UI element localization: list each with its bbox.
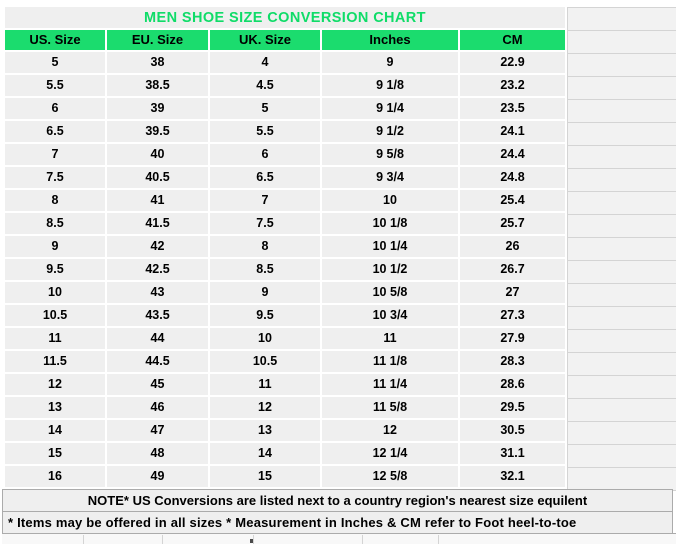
empty-cell[interactable] bbox=[568, 77, 676, 100]
size-cell-eu-size[interactable]: 45 bbox=[107, 374, 208, 395]
size-cell-cm[interactable]: 27.9 bbox=[460, 328, 565, 349]
empty-cell[interactable] bbox=[568, 468, 676, 491]
size-cell-cm[interactable]: 28.3 bbox=[460, 351, 565, 372]
empty-cell[interactable] bbox=[568, 399, 676, 422]
size-cell-uk-size[interactable]: 4.5 bbox=[210, 75, 320, 96]
size-cell-us-size[interactable]: 10.5 bbox=[5, 305, 105, 326]
size-cell-eu-size[interactable]: 48 bbox=[107, 443, 208, 464]
size-cell-us-size[interactable]: 14 bbox=[5, 420, 105, 441]
size-cell-eu-size[interactable]: 43 bbox=[107, 282, 208, 303]
size-cell-inches[interactable]: 12 1/4 bbox=[322, 443, 458, 464]
size-cell-cm[interactable]: 29.5 bbox=[460, 397, 565, 418]
size-cell-us-size[interactable]: 9 bbox=[5, 236, 105, 257]
size-cell-inches[interactable]: 10 5/8 bbox=[322, 282, 458, 303]
size-cell-inches[interactable]: 11 5/8 bbox=[322, 397, 458, 418]
size-cell-inches[interactable]: 9 1/4 bbox=[322, 98, 458, 119]
empty-cell[interactable] bbox=[568, 330, 676, 353]
size-cell-inches[interactable]: 11 1/8 bbox=[322, 351, 458, 372]
size-cell-uk-size[interactable]: 13 bbox=[210, 420, 320, 441]
size-cell-uk-size[interactable]: 8 bbox=[210, 236, 320, 257]
size-cell-cm[interactable]: 25.4 bbox=[460, 190, 565, 211]
size-cell-inches[interactable]: 9 1/8 bbox=[322, 75, 458, 96]
men-shoe-size-conversion-table bbox=[5, 7, 567, 487]
clipped-text-fragment bbox=[250, 539, 253, 543]
size-cell-uk-size[interactable]: 7 bbox=[210, 190, 320, 211]
empty-cell[interactable] bbox=[568, 422, 676, 445]
empty-cell[interactable] bbox=[568, 192, 676, 215]
size-cell-cm[interactable]: 26 bbox=[460, 236, 565, 257]
size-cell-inches[interactable]: 10 1/8 bbox=[322, 213, 458, 234]
size-cell-uk-size[interactable]: 7.5 bbox=[210, 213, 320, 234]
size-cell-eu-size[interactable]: 42 bbox=[107, 236, 208, 257]
size-cell-eu-size[interactable]: 47 bbox=[107, 420, 208, 441]
empty-cell[interactable] bbox=[568, 54, 676, 77]
size-cell-eu-size[interactable]: 39 bbox=[107, 98, 208, 119]
size-cell-cm[interactable]: 30.5 bbox=[460, 420, 565, 441]
size-cell-inches[interactable]: 11 1/4 bbox=[322, 374, 458, 395]
table-title[interactable]: MEN SHOE SIZE CONVERSION CHART bbox=[5, 7, 565, 28]
size-cell-cm[interactable]: 28.6 bbox=[460, 374, 565, 395]
empty-cell[interactable] bbox=[568, 123, 676, 146]
size-cell-eu-size[interactable]: 41 bbox=[107, 190, 208, 211]
size-cell-eu-size[interactable]: 41.5 bbox=[107, 213, 208, 234]
empty-cell[interactable] bbox=[568, 284, 676, 307]
size-cell-inches[interactable]: 12 5/8 bbox=[322, 466, 458, 487]
size-cell-eu-size[interactable]: 39.5 bbox=[107, 121, 208, 142]
size-cell-cm[interactable]: 31.1 bbox=[460, 443, 565, 464]
size-cell-inches[interactable]: 11 bbox=[322, 328, 458, 349]
size-cell-us-size[interactable]: 7 bbox=[5, 144, 105, 165]
empty-cell[interactable] bbox=[568, 8, 676, 31]
next-table-partial-row bbox=[2, 533, 676, 544]
empty-cell[interactable] bbox=[568, 261, 676, 284]
size-cell-eu-size[interactable]: 46 bbox=[107, 397, 208, 418]
size-cell-cm[interactable]: 23.5 bbox=[460, 98, 565, 119]
empty-spreadsheet-column[interactable] bbox=[567, 7, 676, 490]
size-cell-uk-size[interactable]: 5.5 bbox=[210, 121, 320, 142]
size-cell-cm[interactable]: 27.3 bbox=[460, 305, 565, 326]
column-header-eu-size[interactable]: EU. Size bbox=[107, 30, 208, 50]
size-cell-cm[interactable]: 24.4 bbox=[460, 144, 565, 165]
empty-cell[interactable] bbox=[568, 31, 676, 54]
size-cell-inches[interactable]: 9 1/2 bbox=[322, 121, 458, 142]
size-cell-us-size[interactable]: 6.5 bbox=[5, 121, 105, 142]
size-cell-us-size[interactable]: 9.5 bbox=[5, 259, 105, 280]
size-cell-inches[interactable]: 10 1/2 bbox=[322, 259, 458, 280]
size-cell-uk-size[interactable]: 10.5 bbox=[210, 351, 320, 372]
size-cell-us-size[interactable]: 8.5 bbox=[5, 213, 105, 234]
size-cell-cm[interactable]: 24.1 bbox=[460, 121, 565, 142]
size-cell-uk-size[interactable]: 6.5 bbox=[210, 167, 320, 188]
size-cell-us-size[interactable]: 11.5 bbox=[5, 351, 105, 372]
size-cell-uk-size[interactable]: 9 bbox=[210, 282, 320, 303]
empty-cell[interactable] bbox=[568, 307, 676, 330]
size-cell-uk-size[interactable]: 6 bbox=[210, 144, 320, 165]
size-cell-eu-size[interactable]: 38 bbox=[107, 52, 208, 73]
size-cell-us-size[interactable]: 5.5 bbox=[5, 75, 105, 96]
size-cell-cm[interactable]: 23.2 bbox=[460, 75, 565, 96]
size-cell-inches[interactable]: 9 3/4 bbox=[322, 167, 458, 188]
column-header-cm[interactable]: CM bbox=[460, 30, 565, 50]
size-cell-inches[interactable]: 12 bbox=[322, 420, 458, 441]
note-row-measurement[interactable]: * Items may be offered in all sizes * Measurement in Inches & CM refer to Foot heel-to-toe bbox=[2, 511, 673, 534]
size-cell-inches[interactable]: 10 3/4 bbox=[322, 305, 458, 326]
size-cell-uk-size[interactable]: 8.5 bbox=[210, 259, 320, 280]
size-cell-eu-size[interactable]: 40.5 bbox=[107, 167, 208, 188]
size-cell-us-size[interactable]: 10 bbox=[5, 282, 105, 303]
empty-cell[interactable] bbox=[568, 169, 676, 192]
size-cell-uk-size[interactable]: 5 bbox=[210, 98, 320, 119]
column-header-inches[interactable]: Inches bbox=[322, 30, 458, 50]
empty-cell[interactable] bbox=[568, 146, 676, 169]
size-cell-inches[interactable]: 9 bbox=[322, 52, 458, 73]
size-cell-uk-size[interactable]: 14 bbox=[210, 443, 320, 464]
size-cell-eu-size[interactable]: 38.5 bbox=[107, 75, 208, 96]
size-cell-inches[interactable]: 10 bbox=[322, 190, 458, 211]
size-cell-us-size[interactable]: 6 bbox=[5, 98, 105, 119]
column-header-uk-size[interactable]: UK. Size bbox=[210, 30, 320, 50]
size-cell-us-size[interactable]: 16 bbox=[5, 466, 105, 487]
size-cell-cm[interactable]: 27 bbox=[460, 282, 565, 303]
empty-cell[interactable] bbox=[568, 376, 676, 399]
size-cell-cm[interactable]: 22.9 bbox=[460, 52, 565, 73]
empty-cell[interactable] bbox=[568, 353, 676, 376]
size-cell-uk-size[interactable]: 9.5 bbox=[210, 305, 320, 326]
size-cell-uk-size[interactable]: 12 bbox=[210, 397, 320, 418]
size-cell-eu-size[interactable]: 43.5 bbox=[107, 305, 208, 326]
size-cell-cm[interactable]: 24.8 bbox=[460, 167, 565, 188]
size-cell-us-size[interactable]: 8 bbox=[5, 190, 105, 211]
size-cell-eu-size[interactable]: 44.5 bbox=[107, 351, 208, 372]
size-cell-us-size[interactable]: 5 bbox=[5, 52, 105, 73]
size-cell-eu-size[interactable]: 40 bbox=[107, 144, 208, 165]
size-cell-inches[interactable]: 9 5/8 bbox=[322, 144, 458, 165]
size-cell-eu-size[interactable]: 42.5 bbox=[107, 259, 208, 280]
note-row-conversions[interactable]: NOTE* US Conversions are listed next to a country region's nearest size equilent bbox=[2, 489, 673, 512]
size-cell-inches[interactable]: 10 1/4 bbox=[322, 236, 458, 257]
size-cell-uk-size[interactable]: 11 bbox=[210, 374, 320, 395]
empty-cell[interactable] bbox=[568, 215, 676, 238]
size-cell-us-size[interactable]: 11 bbox=[5, 328, 105, 349]
column-header-us-size[interactable]: US. Size bbox=[5, 30, 105, 50]
size-cell-eu-size[interactable]: 44 bbox=[107, 328, 208, 349]
size-cell-us-size[interactable]: 12 bbox=[5, 374, 105, 395]
size-cell-cm[interactable]: 25.7 bbox=[460, 213, 565, 234]
size-cell-us-size[interactable]: 15 bbox=[5, 443, 105, 464]
size-cell-us-size[interactable]: 13 bbox=[5, 397, 105, 418]
size-cell-uk-size[interactable]: 4 bbox=[210, 52, 320, 73]
empty-cell[interactable] bbox=[568, 445, 676, 468]
size-cell-eu-size[interactable]: 49 bbox=[107, 466, 208, 487]
empty-cell[interactable] bbox=[568, 238, 676, 261]
size-cell-us-size[interactable]: 7.5 bbox=[5, 167, 105, 188]
size-cell-cm[interactable]: 32.1 bbox=[460, 466, 565, 487]
size-cell-cm[interactable]: 26.7 bbox=[460, 259, 565, 280]
size-cell-uk-size[interactable]: 10 bbox=[210, 328, 320, 349]
size-cell-uk-size[interactable]: 15 bbox=[210, 466, 320, 487]
empty-cell[interactable] bbox=[568, 100, 676, 123]
